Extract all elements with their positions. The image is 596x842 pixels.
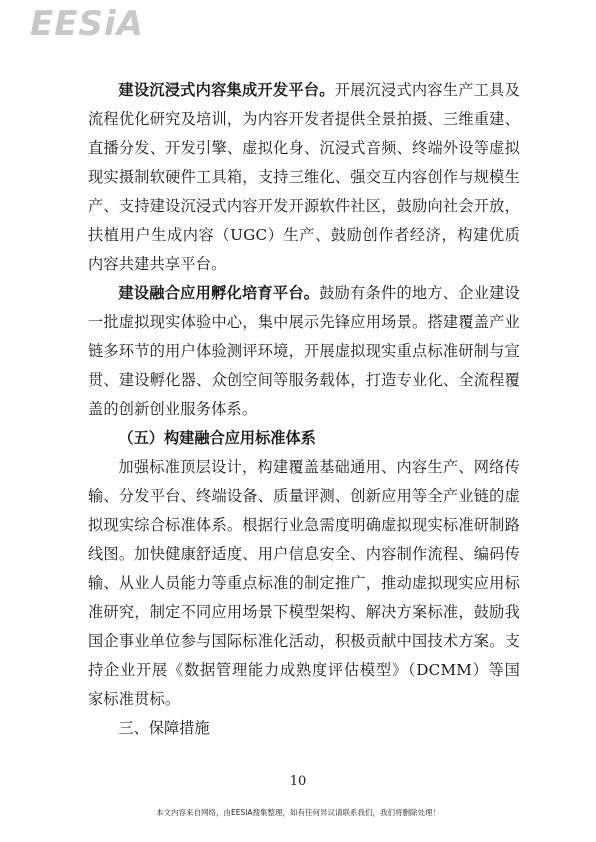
- paragraph-lead-bold: 建设融合应用孵化培育平台。: [118, 284, 320, 302]
- paragraph-text: 鼓励有条件的地方、企业建设一批虚拟现实体验中心，集中展示先锋应用场景。搭建覆盖产业链多环节的用户体验测评环境，开展虚拟现实重点标准研制与宣贯、建设孵化器、众创空间等服务载体，打造专业化、全流程覆盖的创新创业服务体系。: [88, 284, 520, 418]
- section-heading-three: 三、保障措施: [118, 719, 210, 737]
- paragraph-content-platform: [88, 76, 520, 279]
- paragraph-lead-bold: 建设沉浸式内容集成开发平台。: [118, 81, 335, 99]
- section-heading-five: （五）构建融合应用标准体系: [118, 429, 316, 447]
- eesia-logo: EESiA: [30, 4, 144, 44]
- paragraph-standards: 加强标准顶层设计，构建覆盖基础通用、内容生产、网络传输、分发平台、终端设备、质量评测、创新应用等全产业链的虚拟现实综合标准体系。根据行业急需度明确虚拟现实标准研制路线图。加快健康舒适度、用户信息安全、内容制作流程、编码传输、从业人员能力等重点标准的制定推广，推动虚拟现实应用标准研究，制定不同应用场景下模型架构、解决方案标准，鼓励我国企事业单位参与国际标准化活动，积极贡献中国技术方案。支持企业开展《数据管理能力成熟度评估模型》（DCMM）等国家标准贯标。: [88, 458, 520, 708]
- document-body: [88, 76, 520, 743]
- paragraph-incubation-platform: [88, 279, 520, 424]
- page-number: 10: [289, 774, 307, 789]
- footer-disclaimer: 本文内容来自网络，由EESIA搜集整理，如有任何异议请联系我们，我们将删除处理！: [155, 808, 441, 817]
- paragraph-text: 开展沉浸式内容生产工具及流程优化研究及培训，为内容开发者提供全景拍摄、三维重建、直播分发、开发引擎、虚拟化身、沉浸式音频、终端外设等虚拟现实摄制软硬件工具箱，支持三维化、强交互内容创作与规模生产、支持建设沉浸式内容开发开源软件社区，鼓励向社会开放，扶植用户生成内容（UGC）生产、鼓励创作者经济，构建优质内容共建共享平台。: [88, 81, 520, 273]
